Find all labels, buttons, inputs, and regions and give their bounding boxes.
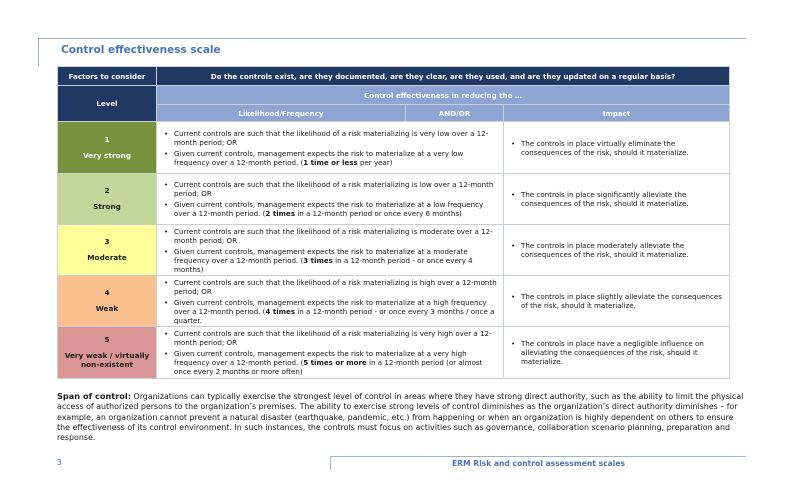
level-number: 2 [104,186,110,196]
level-label: Level [58,86,157,122]
frequency-bullet: • Given current controls, management expects the risk to materialize at a very high frequency over a 12-month period. (5 times or more in a 12-month period (or almost once every 2 months or more often) [163,349,499,376]
header-row-effectiveness [58,86,730,105]
likelihood-cell [157,174,504,225]
likelihood-bullet: • Current controls are such that the likelihood of a risk materializing is high over a 12-month period; OR [163,278,499,296]
page-number: 3 [57,458,62,467]
impact-bullet: • The controls in place slightly alleviate the consequences of the risk, should it materialize. [510,292,725,310]
header-row-factors [58,67,730,86]
level-cell [58,327,157,379]
table-row-level-1 [58,122,730,174]
impact-cell [504,327,730,379]
level-name: Strong [93,202,121,211]
impact-cell [504,225,730,276]
likelihood-cell [157,327,504,379]
likelihood-bullet: • Current controls are such that the likelihood of a risk materializing is very low over a 12-month period; OR [163,129,499,147]
level-cell [58,122,157,174]
table-row-level-3 [58,225,730,276]
frequency-bullet: • Given current controls, management expects the risk to materialize at a moderate frequency over a 12-month period. (3 times in a 12-month period - or once every 4 months) [163,247,499,274]
impact-bullet: • The controls in place moderately alleviate the consequences of the risk, should it materialize. [510,241,725,259]
likelihood-cell [157,122,504,174]
level-name: Weak [95,304,119,313]
impact-cell [504,122,730,174]
likelihood-bullet: • Current controls are such that the likelihood of a risk materializing is low over a 12-month period; OR [163,180,499,198]
factors-label: Factors to consider [58,67,157,86]
frequency-bullet: • Given current controls, management expects the risk to materialize at a very low frequency over a 12-month period. (1 time or less per year) [163,149,499,167]
page-title: Control effectiveness scale [61,44,221,56]
frequency-bullet: • Given current controls, management expects the risk to materialize at a low frequency over a 12-month period. (2 times in a 12-month period or once every 6 months) [163,200,499,218]
level-name: Very weak / virtually non-existent [64,350,150,370]
top-divider [38,38,746,39]
impact-bullet: • The controls in place virtually eliminate the consequences of the risk, should it materialize. [510,139,725,157]
table-row-level-2 [58,174,730,225]
footer-accent-line [330,456,331,470]
footer-divider [330,456,746,457]
header-row-columns [58,105,730,122]
impact-bullet: • The controls in place have a negligible influence on alleviating the consequences of the risk, should it materialize. [510,339,725,366]
level-name: Moderate [87,253,127,262]
span-of-control-label: Span of control: [57,391,131,401]
control-effectiveness-table [57,66,730,379]
table-row-level-5 [58,327,730,379]
level-number: 4 [104,288,110,298]
likelihood-bullet: • Current controls are such that the likelihood of a risk materializing is moderate over a 12-month period; OR [163,227,499,245]
table-row-level-4 [58,276,730,327]
column-header-impact: Impact [504,105,730,122]
impact-bullet: • The controls in place significantly alleviate the consequences of the risk, should it materialize. [510,190,725,208]
likelihood-cell [157,225,504,276]
column-header-andor: AND/OR [406,105,504,122]
span-of-control-text: Organizations can typically exercise the strongest level of control in areas where they have strong direct authority, such as the ability to limit the physical access of authorized persons to the organization’s premises. The ability to exercise strong levels of control diminishes as the organization’s direct authority diminishes – for example, an organization cannot prevent a natural disaster (earthquake, pandemic, etc.) from happening or when an organization is highly dependent on others to ensure the effectiveness of its control environment. In such instances, the controls must focus on activities such as governance, collaboration scenario planning, preparation and response. [57,392,744,443]
frequency-bullet: • Given current controls, management expects the risk to materialize at a high frequency over a 12-month period. (4 times in a 12-month period - or once every 3 months / once a quarter. [163,298,499,325]
column-header-likelihood: Likelihood/Frequency [157,105,406,122]
level-number: 5 [104,334,110,344]
level-number: 1 [104,134,110,144]
footer-doc-title: ERM Risk and control assessment scales [452,459,625,468]
level-cell [58,225,157,276]
level-number: 3 [104,237,110,247]
impact-cell [504,276,730,327]
factors-question: Do the controls exist, are they documented, are they clear, are they used, and are they updated on a regular basis? [157,67,730,86]
likelihood-bullet: • Current controls are such that the likelihood of a risk materializing is very high over a 12-month period; OR [163,329,499,347]
title-accent-line [38,38,39,66]
span-of-control-paragraph [57,391,747,443]
impact-cell [504,174,730,225]
level-name: Very strong [83,150,131,160]
level-cell [58,276,157,327]
effectiveness-label: Control effectiveness in reducing the … [157,86,730,105]
likelihood-cell [157,276,504,327]
level-cell [58,174,157,225]
